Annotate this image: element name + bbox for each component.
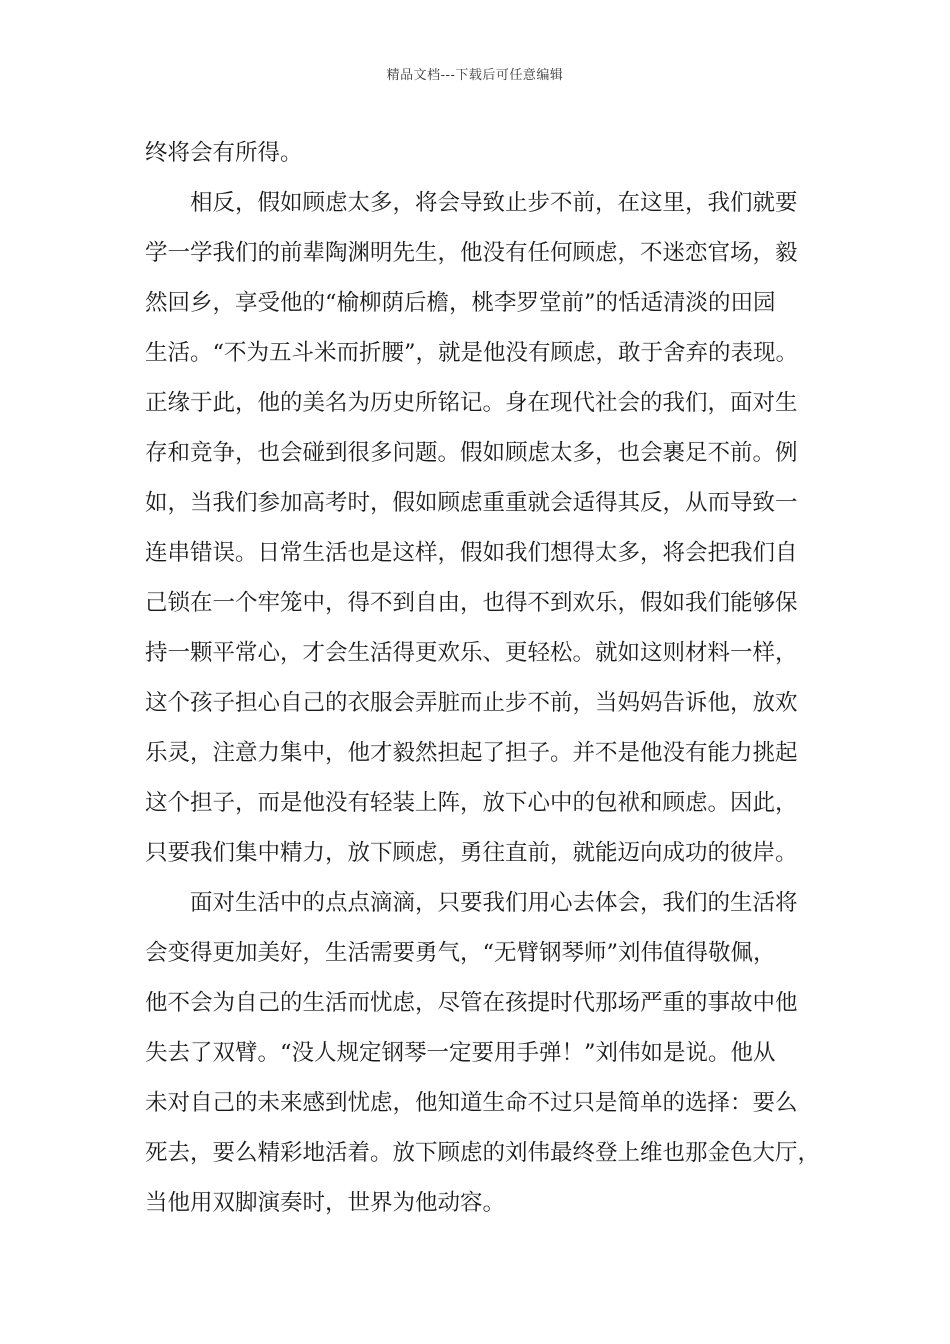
text-line: 这个孩子担心自己的衣服会弄脏而止步不前，当妈妈告诉他，放欢 [145, 690, 798, 716]
text-line: 存和竞争，也会碰到很多问题。假如顾虑太多，也会裹足不前。例 [145, 440, 798, 466]
text-line: 生活。“不为五斗米而折腰”，就是他没有顾虑，敢于舍弃的表现。 [145, 340, 799, 366]
text-line: 持一颗平常心，才会生活得更欢乐、更轻松。就如这则材料一样， [145, 640, 798, 666]
document-body [145, 128, 825, 1228]
text-line: 终将会有所得。 [145, 140, 303, 166]
text-line: 正缘于此，他的美名为历史所铭记。身在现代社会的我们，面对生 [145, 390, 798, 416]
text-line: 当他用双脚演奏时，世界为他动容。 [145, 1190, 506, 1216]
text-line: 这个担子，而是他没有轻装上阵，放下心中的包袱和顾虑。因此， [145, 790, 798, 816]
text-line: 未对自己的未来感到忧虑，他知道生命不过只是简单的选择：要么 [145, 1090, 798, 1116]
text-line: 如，当我们参加高考时，假如顾虑重重就会适得其反，从而导致一 [145, 490, 798, 516]
text-line: 会变得更加美好，生活需要勇气，“无臂钢琴师”刘伟值得敬佩， [145, 940, 776, 966]
text-line: 然回乡，享受他的“榆柳荫后檐，桃李罗堂前”的恬适清淡的田园 [145, 290, 776, 316]
text-line: 乐灵，注意力集中，他才毅然担起了担子。并不是他没有能力挑起 [145, 740, 798, 766]
text-line: 失去了双臂。“没人规定钢琴一定要用手弹！”刘伟如是说。他从 [145, 1040, 776, 1066]
page-header: 精品文档---下载后可任意编辑 [386, 68, 564, 83]
text-line: 己锁在一个牢笼中，得不到自由，也得不到欢乐，假如我们能够保 [145, 590, 798, 616]
text-line: 连串错误。日常生活也是这样，假如我们想得太多，将会把我们自 [145, 540, 798, 566]
text-line: 死去，要么精彩地活着。放下顾虑的刘伟最终登上维也那金色大厅， [145, 1140, 821, 1166]
text-line: 相反，假如顾虑太多，将会导致止步不前，在这里，我们就要 [190, 190, 798, 216]
text-line: 面对生活中的点点滴滴，只要我们用心去体会，我们的生活将 [190, 890, 798, 916]
text-line: 学一学我们的前辈陶渊明先生，他没有任何顾虑，不迷恋官场，毅 [145, 240, 798, 266]
text-line: 他不会为自己的生活而忧虑，尽管在孩提时代那场严重的事故中他 [145, 990, 798, 1016]
text-line: 只要我们集中精力，放下顾虑，勇往直前，就能迈向成功的彼岸。 [145, 840, 798, 866]
